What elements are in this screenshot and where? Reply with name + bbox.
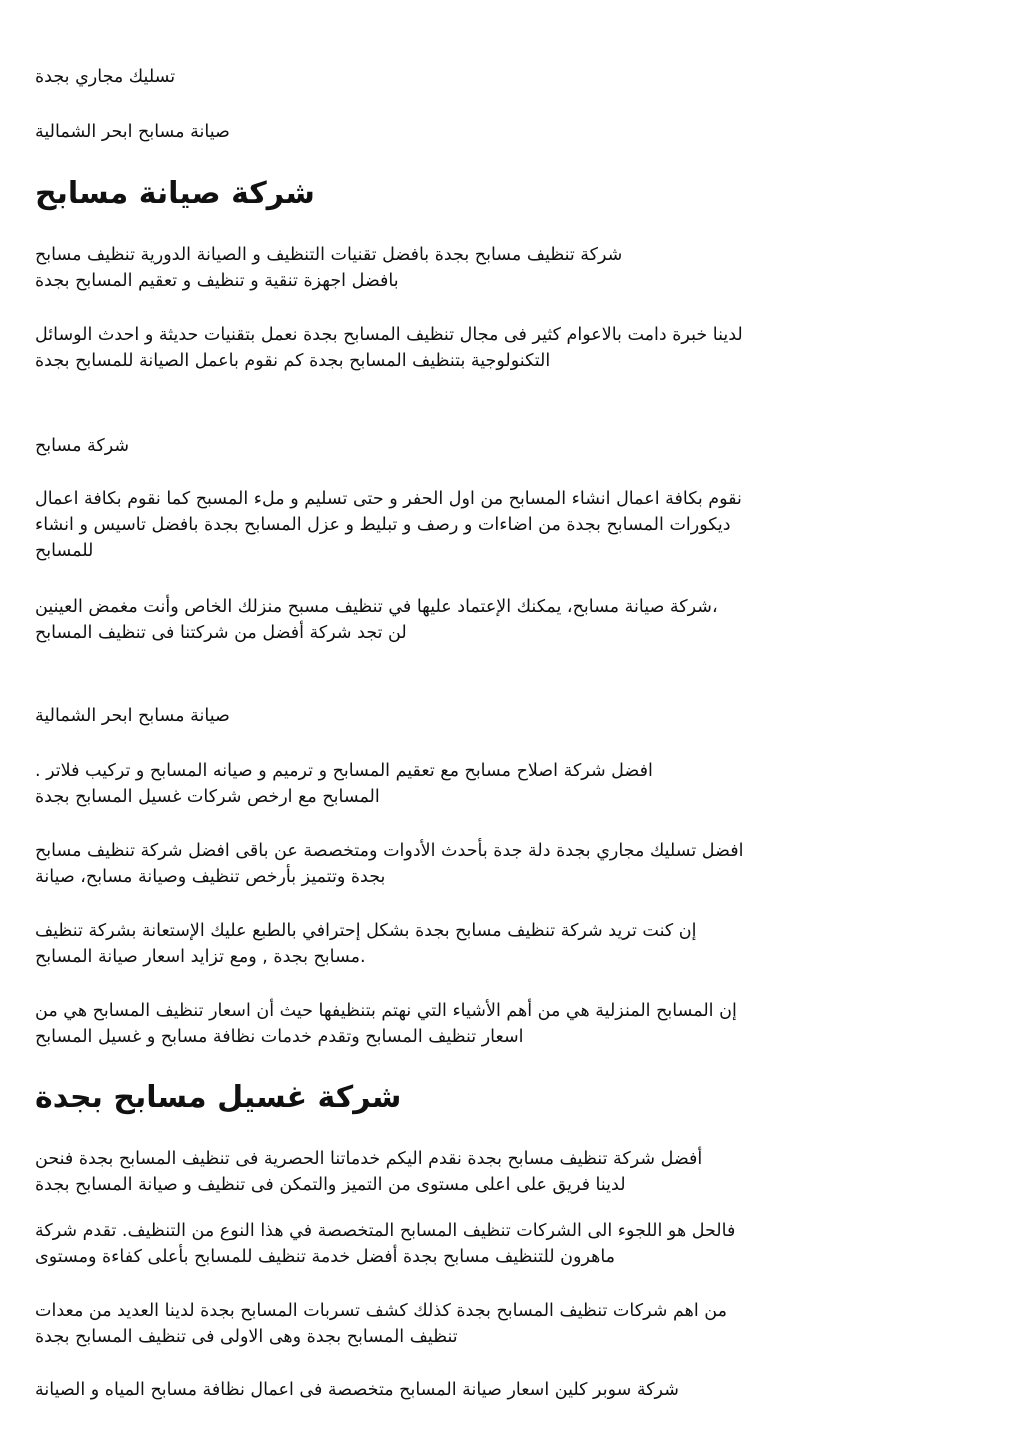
paragraph-line: لدينا فريق على اعلى مستوى من التميز والتمكن فى تنظيف و صيانة المسابح بجدة <box>35 1175 626 1195</box>
text-line: تسليك مجاري بجدة <box>35 67 176 87</box>
paragraph-line: شركة تنظيف مسابح بجدة بافضل تقنيات التنظيف و الصيانة الدورية تنظيف مسابح <box>35 245 623 265</box>
paragraph-line: شركة صيانة مسابح، يمكنك الإعتماد عليها في تنظيف مسبح منزلك الخاص وأنت مغمض العينين، <box>35 597 718 617</box>
paragraph-line: التكنولوجية بتنظيف المسابح بجدة كم نقوم باعمل الصيانة للمسابح بجدة <box>35 351 551 371</box>
paragraph-line: ديكورات المسابح بجدة من اضاءات و رصف و تبليط و عزل المسابح بجدة بافضل تاسيس و انشاء <box>35 515 731 535</box>
paragraph <box>35 758 653 810</box>
paragraph-line: بافضل اجهزة تنقية و تنظيف و تعقيم المسابح بجدة <box>35 271 399 291</box>
paragraph-line: لدينا خبرة دامت بالاعوام كثير فى مجال تنظيف المسابح بجدة نعمل بتقنيات حديثة و احدث الوسائل <box>35 325 743 345</box>
text-line: صيانة مسابح ابحر الشمالية <box>35 122 230 142</box>
paragraph <box>35 486 742 564</box>
paragraph-line: شركة سوبر كلين اسعار صيانة المسابح متخصصة فى اعمال نظافة مسابح المياه و الصيانة <box>35 1380 679 1400</box>
paragraph-line: تنظيف المسابح بجدة وهى الاولى فى تنظيف المسابح بجدة <box>35 1327 458 1347</box>
paragraph <box>35 918 697 970</box>
paragraph-line: من اهم شركات تنظيف المسابح بجدة كذلك كشف تسربات المسابح بجدة لدينا العديد من معدات <box>35 1301 727 1321</box>
paragraph-line: أفضل شركة تنظيف مسابح بجدة نقدم اليكم خدماتنا الحصرية فى تنظيف المسابح بجدة فنحن <box>35 1149 703 1169</box>
paragraph-line: إن كنت تريد شركة تنظيف مسابح بجدة بشكل إحترافي بالطبع عليك الإستعانة بشركة تنظيف <box>35 921 697 941</box>
paragraph <box>35 838 743 890</box>
section-heading: شركة صيانة مسابح <box>35 176 315 211</box>
paragraph-line: إن المسابح المنزلية هي من أهم الأشياء التي نهتم بتنظيفها حيث أن اسعار تنظيف المسابح هي من <box>35 1001 737 1021</box>
section-heading: شركة غسيل مسابح بجدة <box>35 1080 402 1115</box>
paragraph-line: ماهرون للتنظيف مسابح بجدة أفضل خدمة تنظيف للمسابح بأعلى كفاءة ومستوى <box>35 1247 616 1267</box>
paragraph-line: للمسابح <box>35 541 94 561</box>
paragraph-line: نقوم بكافة اعمال انشاء المسابح من اول الحفر و حتى تسليم و ملء المسبح كما نقوم بكافة اعمال <box>35 489 742 509</box>
paragraph <box>35 594 718 646</box>
paragraph <box>35 998 737 1050</box>
paragraph <box>35 322 743 374</box>
paragraph <box>35 1298 727 1350</box>
paragraph-line: بجدة وتتميز بأرخص تنظيف وصيانة مسابح، صيانة <box>35 867 386 887</box>
text-line: صيانة مسابح ابحر الشمالية <box>35 706 230 726</box>
text-line: شركة مسابح <box>35 436 130 456</box>
paragraph-line: المسابح مع ارخص شركات غسيل المسابح بجدة <box>35 787 380 807</box>
paragraph-line: افضل تسليك مجاري بجدة دلة جدة بأحدث الأدوات ومتخصصة عن باقى افضل شركة تنظيف مسابح <box>35 841 744 861</box>
paragraph-line: فالحل هو اللجوء الى الشركات تنظيف المسابح المتخصصة في هذا النوع من التنظيف. تقدم شركة <box>35 1221 736 1241</box>
paragraph-line: لن تجد شركة أفضل من شركتنا فى تنظيف المسابح <box>35 623 407 643</box>
paragraph <box>35 242 622 294</box>
paragraph <box>35 1146 702 1198</box>
paragraph-line: اسعار تنظيف المسابح وتقدم خدمات نظافة مسابح و غسيل المسابح <box>35 1027 524 1047</box>
paragraph <box>35 1377 679 1403</box>
paragraph-line: مسابح بجدة , ومع تزايد اسعار صيانة المسابح. <box>35 947 366 967</box>
paragraph <box>35 1218 735 1270</box>
paragraph-line: . افضل شركة اصلاح مسابح مع تعقيم المسابح و ترميم و صيانه المسابح و تركيب فلاتر <box>35 761 653 781</box>
